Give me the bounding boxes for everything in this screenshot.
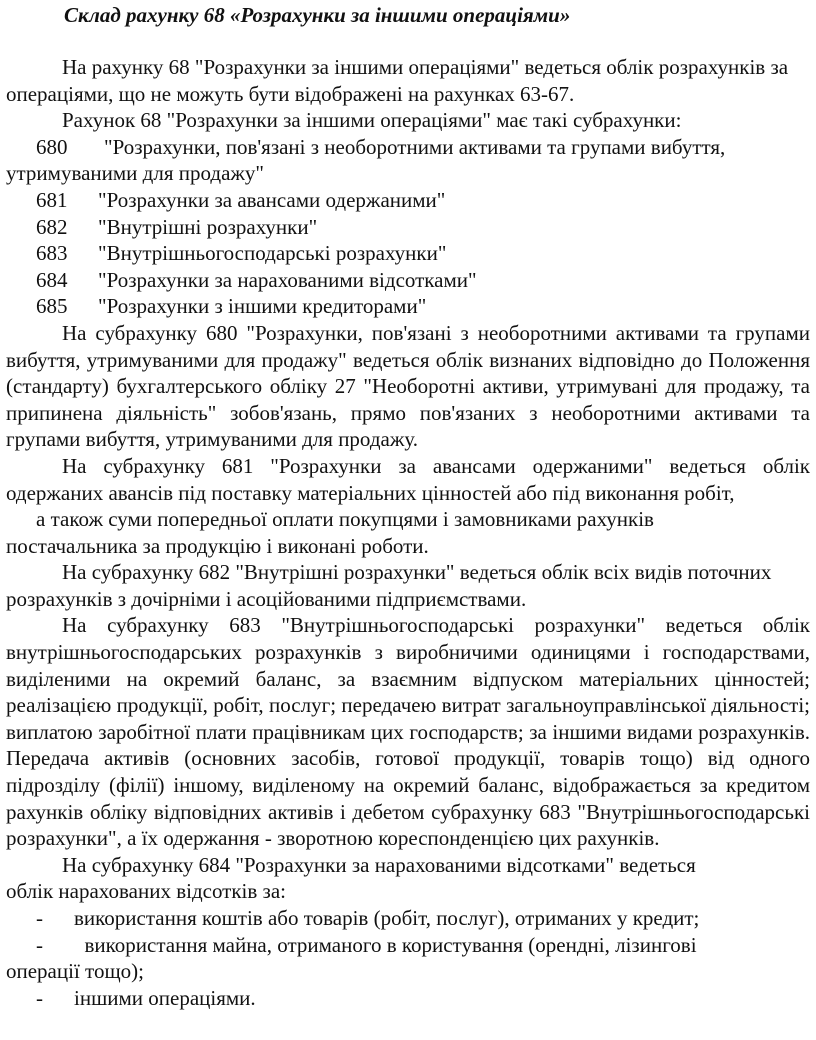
paragraph-681: На субрахунку 681 "Розрахунки за авансами одержаними" ведеться облік одержаних авансів під поставку матеріальних цінностей або під виконання робіт,: [6, 453, 810, 505]
subaccount-684: [6, 267, 810, 294]
subaccount-name: "Внутрішні розрахунки": [98, 214, 318, 239]
subaccount-name: "Розрахунки з іншими кредиторами": [98, 294, 427, 319]
subaccount-name-continuation: утримуваними для продажу": [6, 161, 264, 186]
intro-paragraph: На рахунку 68 "Розрахунки за іншими операціями" ведеться облік розрахунків за операціями, що не можуть бути відображені на рахунках 63-67.: [6, 55, 789, 106]
bullet-dash: -: [36, 906, 43, 930]
bullet-dash: -: [36, 932, 43, 957]
subaccount-name: "Внутрішньогосподарські розрахунки": [98, 241, 447, 266]
list-item: [6, 905, 810, 932]
subaccount-680: [6, 134, 810, 161]
paragraph-684-cont: облік нарахованих відсотків за:: [6, 879, 287, 904]
bullet-text: іншими операціями.: [74, 985, 256, 1010]
paragraph-681-end: постачальника за продукцію і виконані роботи.: [6, 533, 429, 558]
document-title: Склад рахунку 68 «Розрахунки за іншими операціями»: [64, 3, 571, 27]
subaccount-code: 684: [36, 267, 68, 292]
list-item: [6, 932, 810, 959]
paragraph-683: На субрахунку 683 "Внутрішньогосподарські розрахунки" ведеться облік внутрішньогосподарських розрахунків з виробничими одиницями і господарствами, виділеними на окремий баланс, за взаємним відпуском матеріальних цінностей; реалізацією продукції, робіт, послуг; передачею витрат загальноуправлінської діяльності; виплатою заробітної плати працівникам цих господарств; за іншими видами розрахунків. Передача активів (основних засобів, готової продукції, товарів тощо) від одного підрозділу (філії) іншому, виділеному на окремий баланс, відображається за кредитом рахунків обліку відповідних активів і дебетом субрахунку 683 "Внутрішньогосподарські розрахунки", а їх одержання - зворотною кореспонденцією цих рахунків.: [6, 613, 810, 851]
paragraph-682: На субрахунку 682 "Внутрішні розрахунки" ведеться облік всіх видів поточних розрахунків з дочірніми і асоційованими підприємствами.: [6, 560, 772, 611]
subaccount-code: 683: [36, 241, 68, 266]
document-page: [0, 2, 816, 1040]
paragraph-681-cont: а також суми попередньої оплати покупцями і замовниками рахунків: [36, 507, 654, 532]
subaccount-code: 680: [36, 134, 68, 159]
subaccount-683: [6, 240, 810, 267]
bullet-text-continuation: операції тощо);: [6, 959, 144, 984]
bullet-text: використання коштів або товарів (робіт, послуг), отриманих у кредит;: [74, 906, 700, 930]
subaccount-name: "Розрахунки, пов'язані з необоротними активами та групами вибуття,: [104, 134, 726, 159]
subaccount-code: 685: [36, 294, 68, 319]
paragraph-684: На субрахунку 684 "Розрахунки за нарахованими відсотками" ведеться: [62, 852, 696, 877]
subaccount-code: 682: [36, 214, 68, 239]
list-item: [6, 985, 810, 1012]
subaccount-681: [6, 187, 810, 214]
paragraph-680: На субрахунку 680 "Розрахунки, пов'язані з необоротними активами та групами вибуття, утримуваними для продажу" ведеться облік визнаних відповідно до Положення (стандарту) бухгалтерського обліку 27 "Необоротні активи, утримувані для продажу, та припинена діяльність" зобов'язань, прямо пов'язаних з необоротними активами та групами вибуття, утримуваними для продажу.: [6, 320, 810, 452]
subaccount-code: 681: [36, 187, 68, 212]
spacer: [6, 28, 810, 54]
bullet-dash: -: [36, 985, 43, 1010]
subaccount-name: "Розрахунки за нарахованими відсотками": [98, 267, 477, 292]
document-body: [6, 54, 810, 1011]
subaccounts-intro: Рахунок 68 "Розрахунки за іншими операціями" має такі субрахунки:: [62, 108, 682, 133]
bullet-text: використання майна, отриманого в користування (орендні, лізингові: [74, 932, 697, 957]
subaccount-682: [6, 214, 810, 241]
subaccount-name: "Розрахунки за авансами одержаними": [98, 187, 446, 212]
subaccount-685: [6, 293, 810, 320]
